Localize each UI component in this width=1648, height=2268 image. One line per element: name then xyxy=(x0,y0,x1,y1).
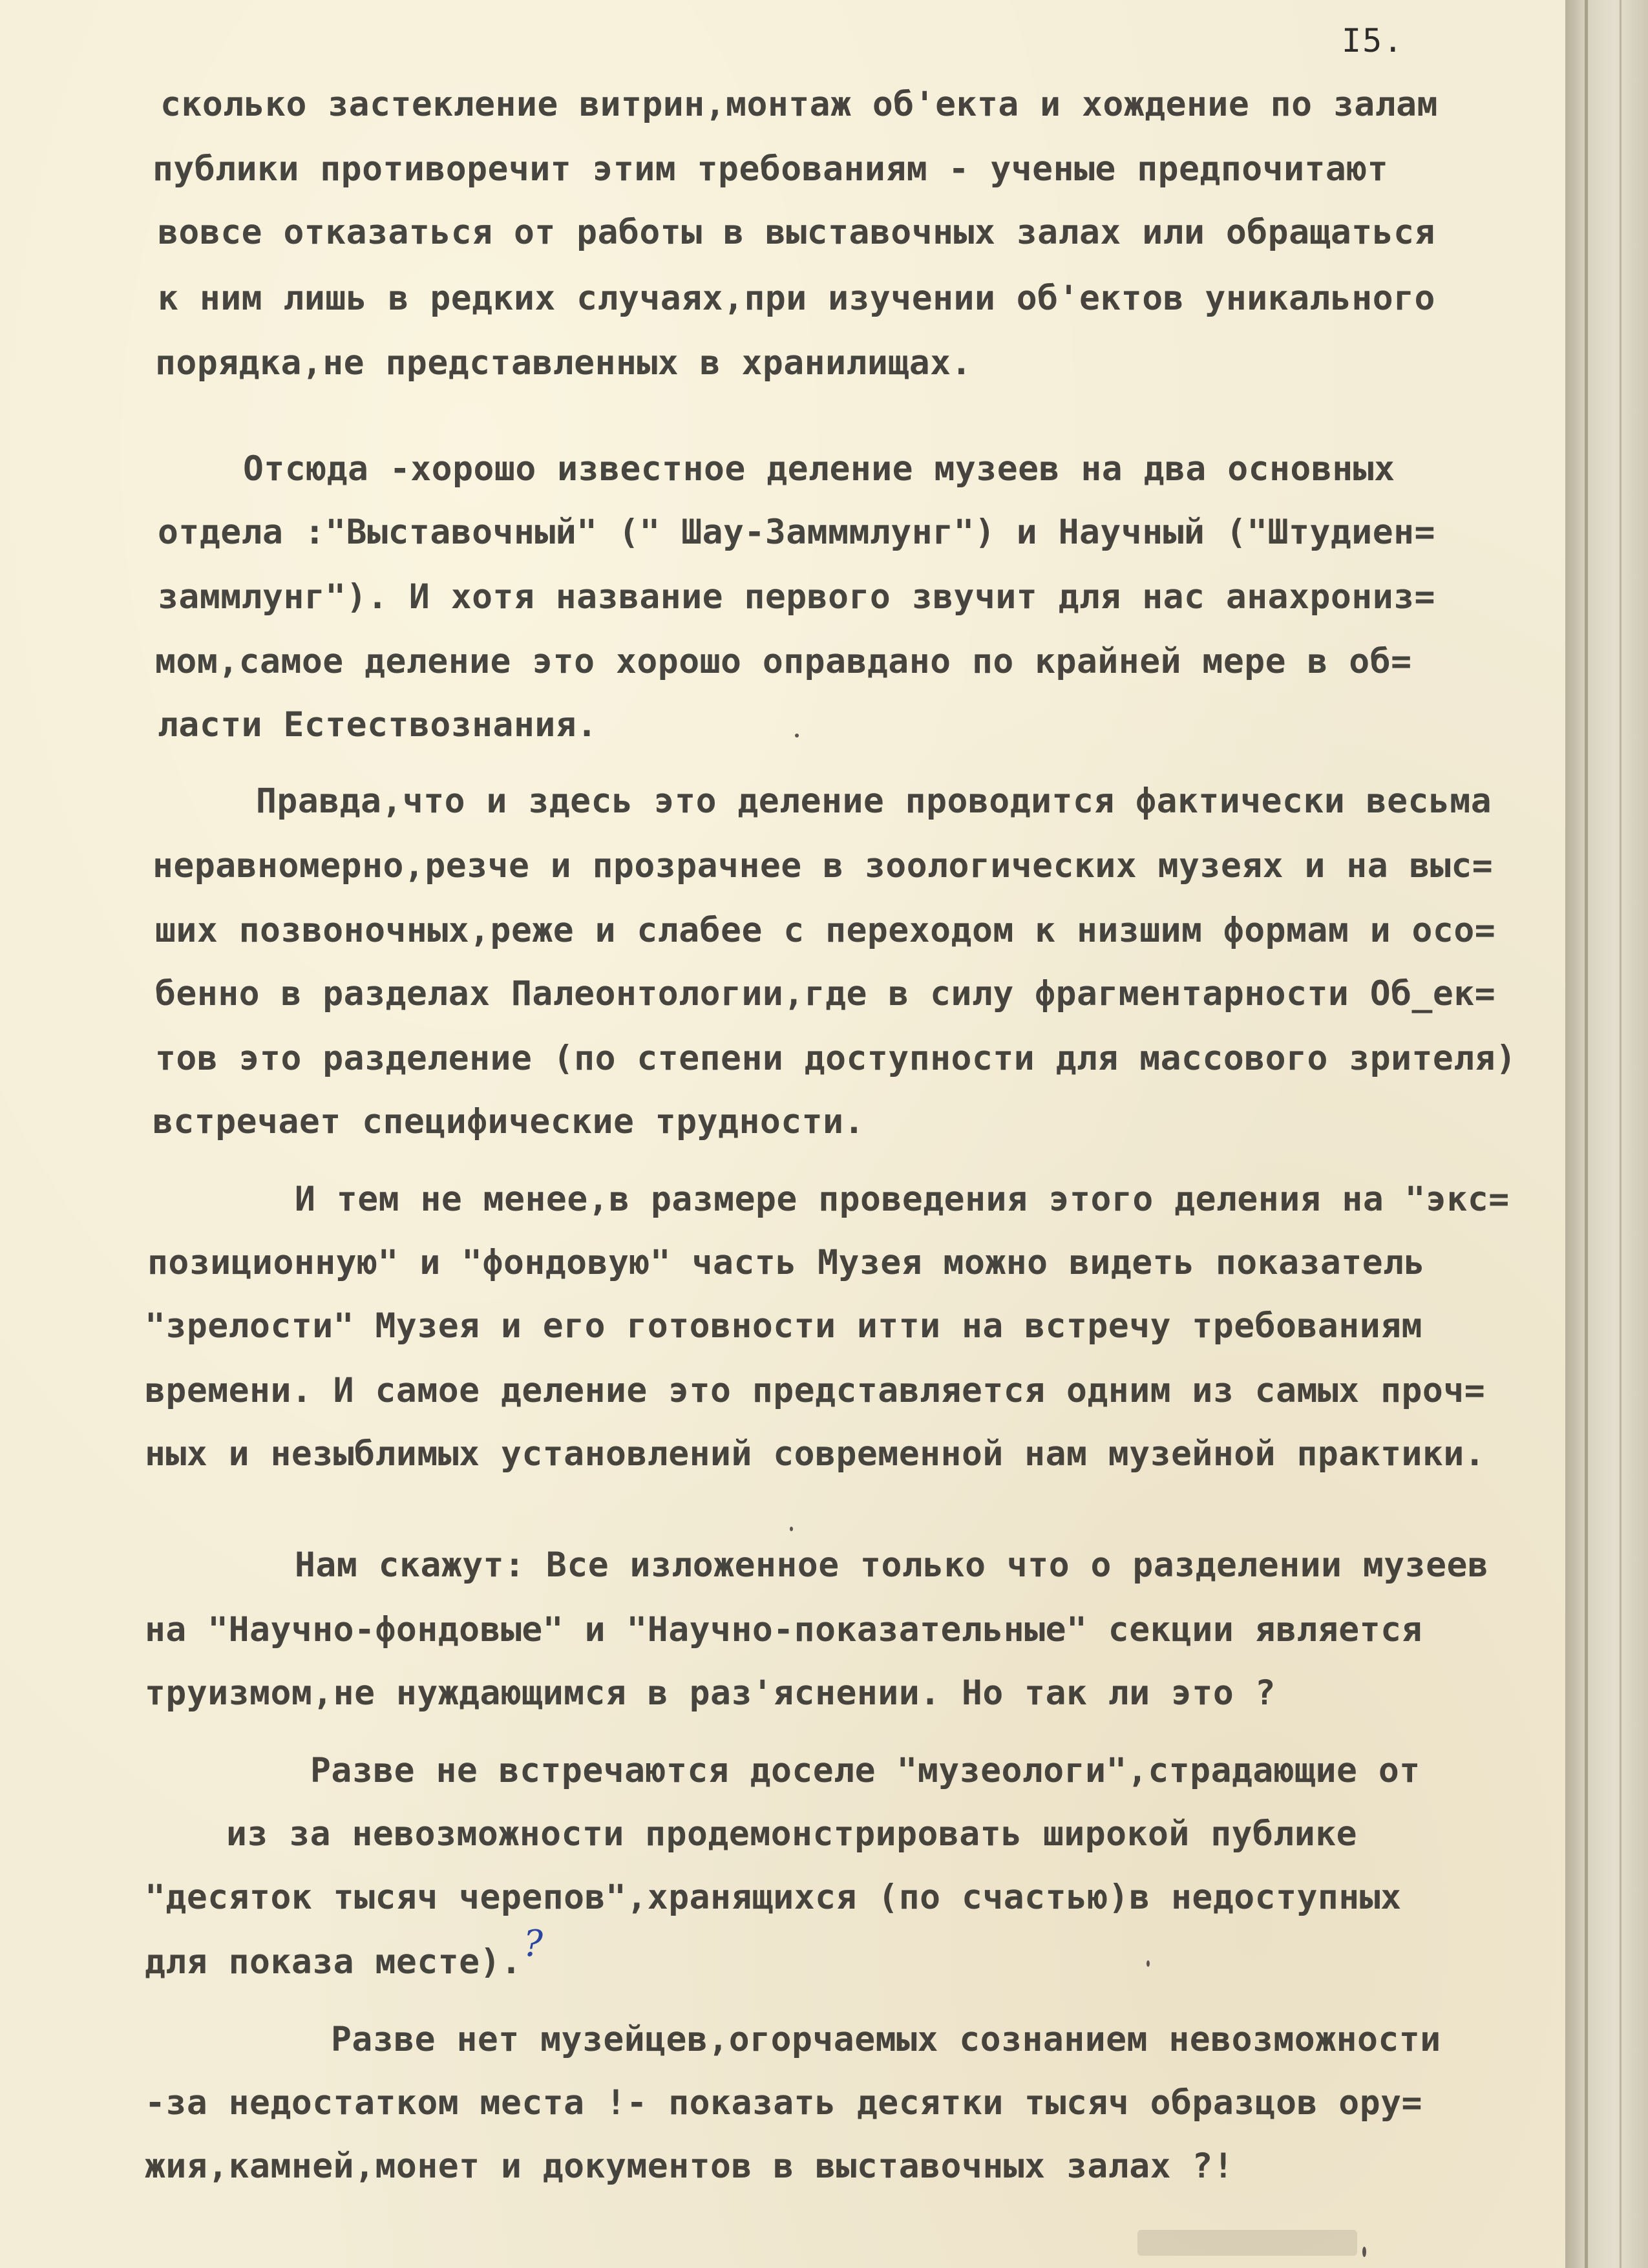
text-line: ласти Естествознания. xyxy=(158,705,598,745)
text-line: встречает специфические трудности. xyxy=(153,1102,865,1141)
text-line: публики противоречит этим требованиям - ученые предпочитают xyxy=(153,149,1389,189)
text-line: бенно в разделах Палеонтологии,где в силу фрагментарности Об_ек= xyxy=(155,974,1496,1013)
text-line: -за недостатком места !- показать десятки тысяч образцов ору= xyxy=(145,2083,1422,2123)
faded-stamp xyxy=(1137,2230,1357,2256)
text-line: Нам скажут: Все изложенное только что о разделении музеев xyxy=(295,1545,1489,1585)
text-line: И тем не менее,в размере проведения этого деления на "экс= xyxy=(295,1180,1510,1219)
text-line: жия,камней,монет и документов в выставочных залах ?! xyxy=(145,2146,1234,2186)
text-line: порядка,не представленных в хранилищах. xyxy=(155,343,972,383)
text-line: ных и незыблимых установлений современной нам музейной практики. xyxy=(145,1434,1486,1474)
text-line: мом,самое деление это хорошо оправдано по крайней мере в об= xyxy=(155,642,1412,681)
page-number: I5. xyxy=(1342,22,1404,59)
text-line: неравномерно,резче и прозрачнее в зоологических музеях и на выс= xyxy=(153,846,1494,885)
text-line: Разве нет музейцев,огорчаемых сознанием невозможности xyxy=(331,2020,1441,2059)
text-line: времени. И самое деление это представляется одним из самых проч= xyxy=(145,1371,1486,1410)
text-line: для показа месте). xyxy=(145,1942,522,1982)
ink-speck xyxy=(795,734,799,737)
text-line: позиционную" и "фондовую" часть Музея можно видеть показатель xyxy=(147,1243,1425,1282)
ink-speck xyxy=(1146,1960,1150,1967)
text-line: Разве не встречаются доселе "музеологи",страдающие от xyxy=(310,1751,1421,1790)
text-line: на "Научно-фондовые" и "Научно-показательные" секции является xyxy=(145,1610,1422,1649)
text-line: к ним лишь в редких случаях,при изучении об'ектов уникального xyxy=(158,279,1435,318)
text-line: Правда,что и здесь это деление проводится фактически весьма xyxy=(256,781,1492,821)
binding-stripe xyxy=(1585,0,1588,2268)
pen-question-mark: ? xyxy=(523,1923,544,1965)
text-line: вовсе отказаться от работы в выставочных залах или обращаться xyxy=(158,213,1435,252)
ink-speck xyxy=(1362,2247,1366,2257)
binding-edge xyxy=(1565,0,1648,2268)
text-line: сколько застекление витрин,монтаж об'екта и хождение по залам xyxy=(160,85,1438,124)
text-line: "десяток тысяч черепов",хранящихся (по счастью)в недоступных xyxy=(145,1878,1402,1917)
text-line: заммлунг"). И хотя название первого звучит для нас анахрониз= xyxy=(158,577,1435,617)
text-line: ших позвоночных,реже и слабее с переходом к низшим формам и осо= xyxy=(155,911,1496,950)
text-line: отдела :"Выставочный" (" Шау-Замммлунг") и Научный ("Штудиен= xyxy=(158,513,1435,552)
binding-stripe xyxy=(1620,0,1622,2268)
text-line: тов это разделение (по степени доступности для массового зрителя) xyxy=(155,1039,1517,1078)
ink-speck xyxy=(790,1527,793,1531)
text-line: Отсюда -хорошо известное деление музеев на два основных xyxy=(243,449,1395,489)
text-line: "зрелости" Музея и его готовности итти на встречу требованиям xyxy=(145,1306,1422,1346)
text-line: труизмом,не нуждающимся в раз'яснении. Но так ли это ? xyxy=(145,1673,1276,1713)
text-line: из за невозможности продемонстрировать широкой публике xyxy=(226,1814,1358,1854)
